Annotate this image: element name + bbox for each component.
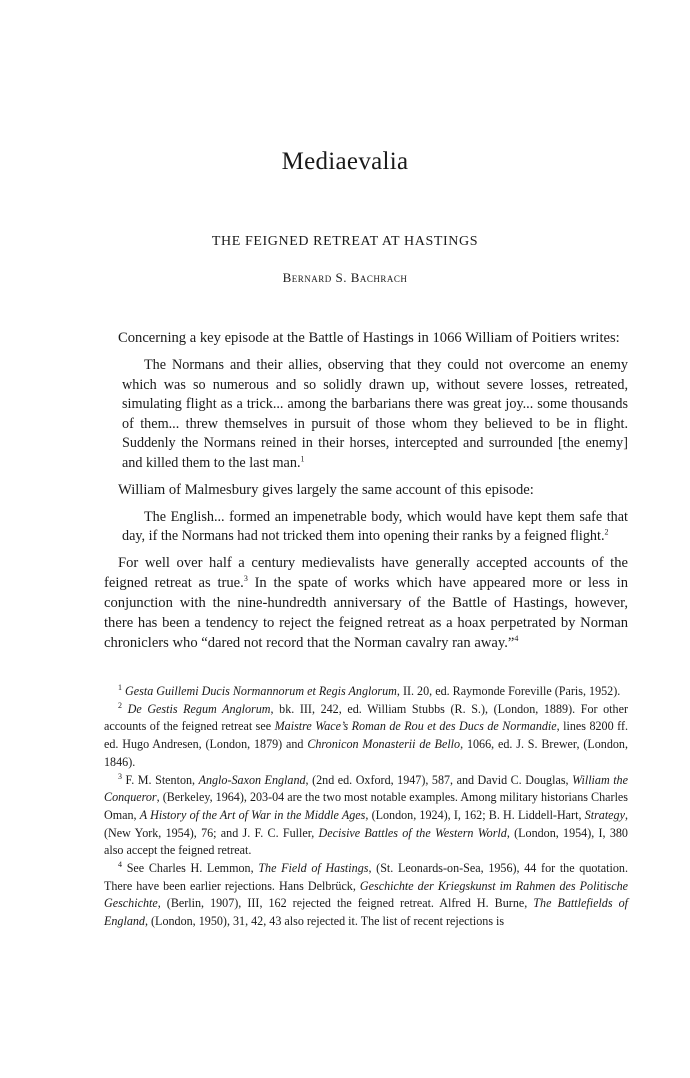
block-quote-poitiers [122, 356, 628, 474]
footnote-ref-4[interactable]: 4 [514, 633, 519, 643]
footnote-number: 3 [118, 771, 122, 781]
paragraph-historiography-text-a: For well over half a century medievalists have generally accepted accounts of the feigned retreat as true. [104, 554, 628, 591]
footnote-4 [104, 860, 628, 931]
block-quote-malmesbury-text: The English... formed an impenetrable body, which would have kept them safe that day, if the Normans had not tricked them into opening their ranks by a feigned flight. [122, 508, 628, 545]
footnote-text: See Charles H. Lemmon, [126, 861, 259, 876]
footnote-text: , II. 20, ed. Raymonde Foreville (Paris, 1952). [396, 684, 621, 698]
footnote-text: , (St. Leonards-on-Sea, 1956), 44 for the quotation. There have been earlier rejections. Hans Delbrück, [104, 861, 628, 893]
footnote-title: William the Conqueror [104, 772, 628, 805]
footnote-text: , lines 8200 ff. ed. Hugo Andresen, (London, 1879) and [104, 719, 628, 752]
footnote-ref-2[interactable]: 2 [604, 527, 609, 537]
footnote-text: F. M. Stenton, [125, 772, 199, 787]
footnote-title: De Gestis Regum Anglorum [127, 701, 271, 716]
footnote-title: The Field of Hastings [258, 861, 369, 876]
footnote-text: , (Berkeley, 1964), 203-04 are the two most notable examples. Among military historians Charles Oman, [104, 790, 628, 822]
footnote-number: 1 [118, 682, 122, 692]
author-byline: Bernard S. Bachrach [282, 270, 408, 285]
paragraph-intro [104, 328, 628, 348]
footnote-2 [104, 701, 628, 772]
footnote-text: , (New York, 1954), 76; and J. F. C. Fuller, [104, 807, 628, 840]
footnote-title: The Battlefields of England [104, 896, 628, 929]
footnote-text: , (London, 1924), I, 162; B. H. Liddell-Hart, [365, 807, 585, 822]
footnote-title: Maistre Wace’s Roman de Rou et des Ducs de Normandie [274, 719, 557, 734]
paragraph-malmesbury [104, 480, 628, 500]
footnote-title: Strategy [584, 807, 625, 822]
paragraph-malmesbury-text: William of Malmesbury gives largely the same account of this episode: [118, 481, 534, 498]
paragraph-historiography-text-b: In the spate of works which have appeared more or less in conjunction with the nine-hundredth anniversary of the Battle of Hastings, however, there has been a tendency to reject the feigned retreat as a hoax perpetrated by Norman chroniclers who “dared not record that the Norman cavalry ran away.” [104, 574, 629, 651]
footnote-1 [104, 683, 628, 701]
footnote-number: 2 [118, 700, 122, 710]
footnote-ref-1[interactable]: 1 [300, 454, 305, 464]
footnote-title: Gesta Guillemi Ducis Normannorum et Regis Anglorum [125, 684, 397, 698]
footnote-title: Anglo-Saxon England [198, 772, 306, 787]
footnote-title: Decisive Battles of the Western World [318, 825, 507, 840]
footnote-text: , (London, 1954), I, 380 also accept the feigned retreat. [104, 825, 628, 858]
footnote-title: A History of the Art of War in the Middle Ages [139, 807, 366, 822]
section-heading: Mediaevalia [281, 148, 409, 175]
paragraph-historiography [104, 553, 628, 653]
footnotes [104, 683, 628, 931]
footnote-text: , 1066, ed. J. S. Brewer, (London, 1846). [104, 737, 628, 769]
footnote-number: 4 [118, 860, 122, 869]
footnote-text: , bk. III, 242, ed. William Stubbs (R. S.), (London, 1889). For other accounts of the feigned retreat see [104, 701, 628, 734]
footnote-title: Chronicon Monasterii de Bello [307, 737, 461, 752]
footnote-3 [104, 772, 628, 861]
paragraph-intro-text: Concerning a key episode at the Battle of Hastings in 1066 William of Poitiers writes: [118, 330, 620, 346]
footnote-text: , (2nd ed. Oxford, 1947), 587, and David C. Douglas, [305, 772, 573, 787]
block-quote-poitiers-text: The Normans and their allies, observing that they could not overcome an enemy which was so numerous and so solidly drawn up, without severe losses, retreated, simulating flight as a trick... among the barbarians there was great joy... some thousands of them... threw themselves in pursuit of those whom they believed to be in flight. Suddenly the Normans reined in their horses, intercepted and surrounded [the enemy] and killed them to the last man. [122, 357, 628, 471]
footnote-ref-3[interactable]: 3 [243, 573, 248, 583]
article-body [104, 328, 628, 653]
block-quote-malmesbury [122, 508, 628, 547]
footnote-text: , (Berlin, 1907), III, 162 rejected the feigned retreat. Alfred H. Burne, [157, 896, 534, 911]
footnote-text: , (London, 1950), 31, 42, 43 also rejected it. The list of recent rejections is [144, 914, 505, 929]
footnote-title: Geschichte der Kriegskunst im Rahmen des Politische Geschichte [104, 878, 628, 911]
article-title: THE FEIGNED RETREAT AT HASTINGS [211, 234, 479, 249]
